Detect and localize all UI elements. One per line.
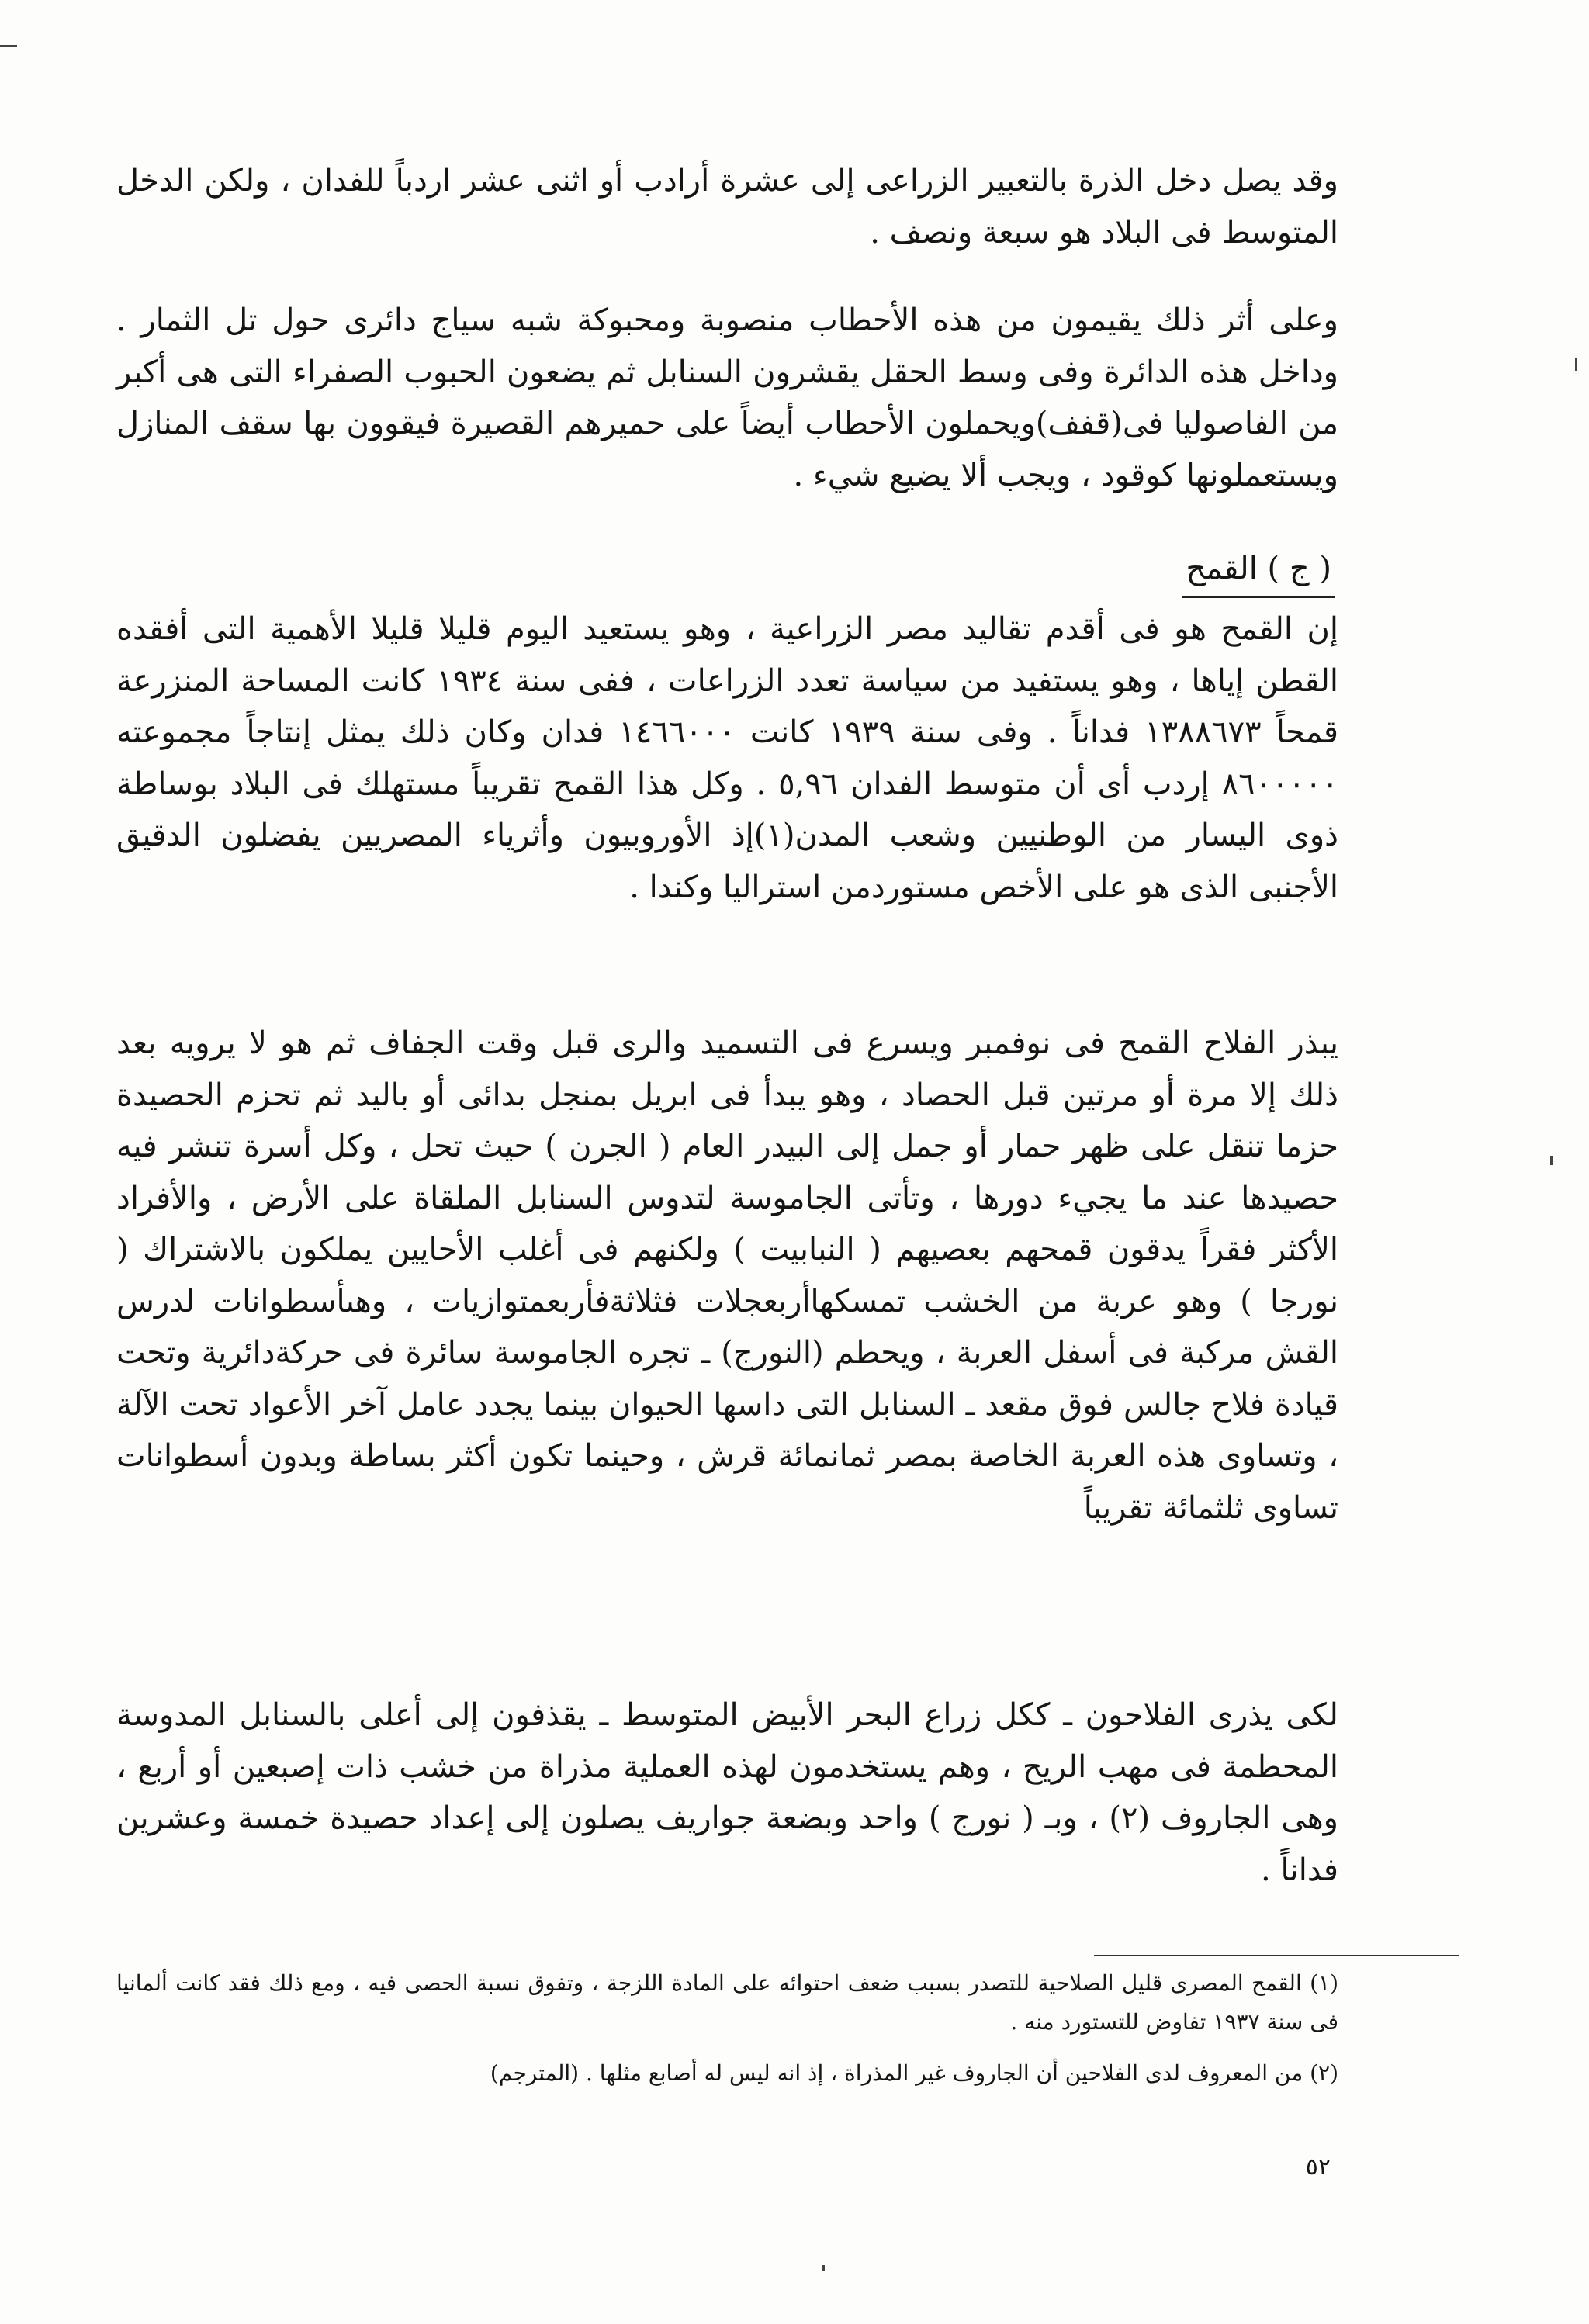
scan-artifact	[0, 45, 17, 47]
page-number: ٥٢	[1305, 2153, 1331, 2180]
section-heading-wheat: ( ج ) القمح	[1182, 543, 1335, 598]
paragraph-winnowing: لكى يذرى الفلاحون ـ ككل زراع البحر الأبيض المتوسط ـ يقذفون إلى أعلى بالسنابل المدوسة المحطمة فى مهب الريح ، وهم يستخدمون لهذه العملية مذراة من خشب ذات إصبعين أو أربع ، وهى الجاروف (٢) ، وبـ ( نورج ) واحد وبضعة جواريف يصلون إلى إعداد حصيدة خمسة وعشرين فداناً .	[116, 1697, 1338, 1888]
paragraph-corn-yield: وقد يصل دخل الذرة بالتعبير الزراعى إلى عشرة أرادب أو اثنى عشر اردباً للفدان ، ولكن الدخل المتوسط فى البلاد هو سبعة ونصف .	[116, 163, 1338, 251]
footnote-divider	[1094, 1955, 1459, 1956]
scan-artifact	[1550, 1156, 1553, 1165]
scan-artifact	[1575, 358, 1577, 371]
paragraph-wheat-history: إن القمح هو فى أقدم تقاليد مصر الزراعية ، وهو يستعيد اليوم قليلا قليلا الأهمية التى أفقده القطن إياها ، وهو يستفيد من سياسة تعدد الزراعات ، ففى سنة ١٩٣٤ كانت المساحة المنزرعة قمحاً ١٣٨٨٦٧٣ فداناً . وفى سنة ١٩٣٩ كانت ١٤٦٦٠٠٠ فدان وكان ذلك يمثل إنتاجاً مجموعته ٨٦٠٠٠٠٠ إردب أى أن متوسط الفدان ٥,٩٦ . وكل هذا القمح تقريباً مستهلك فى البلاد بوساطة ذوى اليسار من الوطنيين وشعب المدن(١)إذ الأوروبيون وأثرياء المصريين يفضلون الدقيق الأجنبى الذى هو على الأخص مستوردمن استراليا وكندا .	[116, 611, 1339, 905]
paragraph-corn-stalks: وعلى أثر ذلك يقيمون من هذه الأحطاب منصوبة ومحبوكة شبه سياج دائرى حول تل الثمار . وداخل هذه الدائرة وفى وسط الحقل يقشرون السنابل ثم يضعون الحبوب الصفراء التى هى أكبر من الفاصوليا فى(قفف)ويحملون الأحطاب أيضاً على حميرهم القصيرة فيقوون بها سقف المنازل ويستعملونها كوقود ، ويجب ألا يضيع شيء .	[116, 303, 1339, 493]
footnotes	[116, 1964, 1338, 2105]
footnote-2: (٢) من المعروف لدى الفلاحين أن الجاروف غير المذراة ، إذ انه ليس له أصابع مثلها . (المترجم)	[490, 2060, 1338, 2086]
scan-artifact	[822, 2265, 825, 2271]
footnote-1: (١) القمح المصرى قليل الصلاحية للتصدر بسبب ضعف احتوائه على المادة اللزجة ، وتفوق نسبة الحصى فيه ، ومع ذلك فقد كانت ألمانيا فى سنة ١٩٣٧ تفاوض للتستورد منه .	[116, 1970, 1338, 2035]
paragraph-wheat-harvest: يبذر الفلاح القمح فى نوفمبر ويسرع فى التسميد والرى قبل وقت الجفاف ثم هو لا يرويه بعد ذلك إلا مرة أو مرتين قبل الحصاد ، وهو يبدأ فى ابريل بمنجل بدائى أو باليد ثم تحزم الحصيدة حزما تنقل على ظهر حمار أو جمل إلى البيدر العام ( الجرن ) حيث تحل ، وكل أسرة تنشر فيه حصيدها عند ما يجيء دورها ، وتأتى الجاموسة لتدوس السنابل الملقاة على الأرض ، والأفراد الأكثر فقراً يدقون قمحهم بعصيهم ( النبابيت ) ولكنهم فى أغلب الأحايين يملكون بالاشتراك ( نورجا ) وهو عربة من الخشب تمسكهاأربعجلات فثلاثةفأربعمتوازيات ، وهىأسطوانات لدرس القش مركبة فى أسفل العربة ، ويحطم (النورج) ـ تجره الجاموسة سائرة فى حركةدائرية وتحت قيادة فلاح جالس فوق مقعد ـ السنابل التى داسها الحيوان بينما يجدد عامل آخر الأعواد تحت الآلة ، وتساوى هذه العربة الخاصة بمصر ثمانمائة قرش ، وحينما تكون أكثر بساطة وبدون أسطوانات تساوى ثلثمائة تقريباً	[116, 1025, 1338, 1526]
